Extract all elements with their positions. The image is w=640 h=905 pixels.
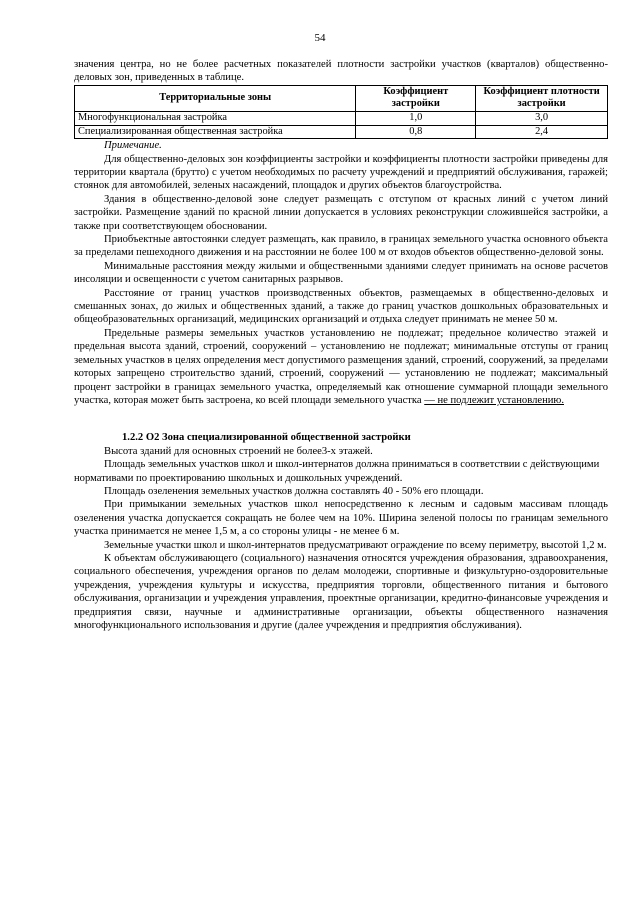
note-label: Примечание. bbox=[104, 140, 162, 152]
body-paragraph: Приобъектные автостоянки следует размещать, как правило, в границах земельного участка основного объекта за пределами пешеходного движения и на расстоянии не более 100 м от входов объектов общественно-деловой зоны. bbox=[74, 234, 608, 259]
table-cell-coefficient: 0,8 bbox=[356, 125, 476, 139]
table-header-cell: Территориальные зоны bbox=[75, 85, 356, 111]
limits-text: Предельные размеры земельных участков установлению не подлежат; предельное количество этажей и предельная высота зданий, строений, сооружений – установлению не подлежат; минимальные отступы от границ земельных участков в целях определения мест допустимого размещения зданий, строений, сооружений, за пределами которых запрещено строительство зданий, строений, сооружений — установлению не подлежат; максимальный процент застройки в границах земельного участка, определяемый как отношение суммарной площади земельного участка, которая может быть застроена, ко всей площади земельного участка bbox=[74, 327, 608, 406]
table-cell-coefficient: 1,0 bbox=[356, 112, 476, 126]
section-paragraph: Земельные участки школ и школ-интернатов предусматривают ограждение по всему периметру, высотой 1,2 м. bbox=[104, 539, 607, 551]
table-header-cell: Коэффициент плотности застройки bbox=[476, 85, 608, 111]
table-cell-density: 2,4 bbox=[476, 125, 608, 139]
table-cell-zone: Многофункциональная застройка bbox=[75, 112, 356, 126]
density-table bbox=[74, 85, 608, 139]
body-paragraph: Для общественно-деловых зон коэффициенты застройки и коэффициенты плотности застройки приведены для территории квартала (брутто) с учетом необходимых по расчету учреждений и предприятий обслуживания, гаражей; стоянок для автомобилей, зеленых насаждений, площадок и других объектов благоустройства. bbox=[74, 153, 608, 192]
body-paragraph: Расстояние от границ участков производственных объектов, размещаемых в общественно-деловых и смешанных зонах, до жилых и общественных зданий, а также до границ участков дошкольных образовательных и общеобразовательных организаций, медицинских организаций и отдыха следует принимать не менее 50 м. bbox=[74, 287, 608, 326]
intro-paragraph: значения центра, но не более расчетных показателей плотности застройки участков (кварталов) общественно-деловых зон, приведенных в таблице. bbox=[74, 59, 608, 84]
section-heading: 1.2.2 О2 Зона специализированной общественной застройки bbox=[122, 432, 411, 444]
page-content bbox=[74, 58, 608, 632]
table-cell-zone: Специализированная общественная застройка bbox=[75, 125, 356, 139]
body-paragraph: Минимальные расстояния между жилыми и общественными зданиями следует принимать на основе расчетов инсоляции и освещенности с учетом санитарных разрывов. bbox=[74, 260, 608, 286]
table-row bbox=[75, 125, 608, 139]
page-number: 54 bbox=[314, 32, 326, 44]
limits-paragraph bbox=[74, 327, 608, 407]
body-paragraph: Здания в общественно-деловой зоне следует размещать с отступом от красных линий с учетом линий застройки. Размещение зданий по красной линии допускается в условиях реконструкции сложившейся застройки, а также при соответствующем обосновании. bbox=[74, 193, 608, 232]
section-paragraph: Площадь озеленения земельных участков должна составлять 40 - 50% его площади. bbox=[104, 485, 484, 497]
table-cell-density: 3,0 bbox=[476, 112, 608, 126]
section-paragraph: При примыкании земельных участков школ непосредственно к лесным и садовым массивам площадь озеленения участка допускается сокращать не более чем на 10%. Ширина зеленой полосы по границам земельного участка принимается не менее 1,5 м, а со стороны улицы - не менее 6 м. bbox=[74, 499, 608, 538]
section-paragraph: К объектам обслуживающего (социального) назначения относятся учреждения образования, здравоохранения, социального обеспечения, учреждения органов по делам молодежи, спортивные и физкультурно-оздоровительные учреждения, учреждения культуры и искусства, предприятия торговли, общественного питания и бытового обслуживания, организации и учреждения управления, проектные организации, кредитно-финансовые учреждения и предприятия связи, научные и административные организации, объекты общественного назначения многофункционального использования и другие (далее учреждения и предприятия обслуживания). bbox=[74, 552, 608, 631]
section-paragraph: Высота зданий для основных строений не более3-х этажей. bbox=[104, 445, 373, 457]
table-header-cell: Коэффициент застройки bbox=[356, 85, 476, 111]
table-row bbox=[75, 112, 608, 126]
limits-underlined-text: — не подлежит установлению. bbox=[424, 394, 564, 406]
table-header-row bbox=[75, 85, 608, 111]
section-paragraph: Площадь земельных участков школ и школ-интернатов должна приниматься в соответствии с действующими нормативами по проектированию школьных и дошкольных учреждений. bbox=[74, 459, 600, 484]
